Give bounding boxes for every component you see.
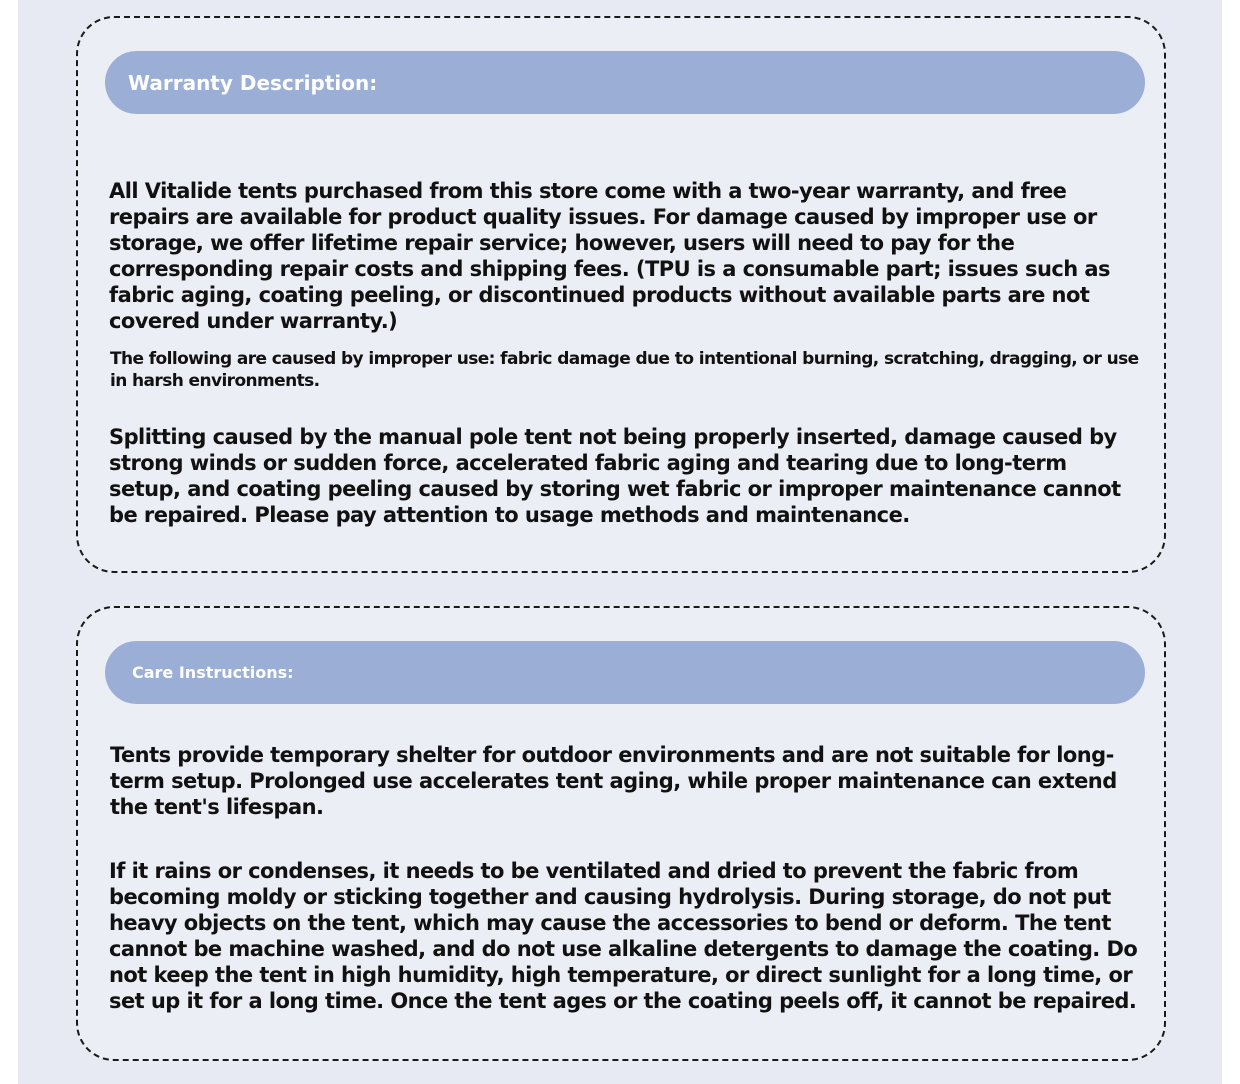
warranty-paragraph-improper-use: The following are caused by improper use: fabric damage due to intentional burning, scratching, dragging, or use in harsh environments. xyxy=(110,349,1139,391)
care-paragraph-maintenance: If it rains or condenses, it needs to be ventilated and dried to prevent the fabric from becoming moldy or sticking together and causing hydrolysis. During storage, do not put heavy objects on the tent, which may cause the accessories to bend or deform. The tent cannot be machine washed, and do not use alkaline detergents to damage the coating. Do not keep the tent in high humidity, high temperature, or direct sunlight for a long time, or set up it for a long time. Once the tent ages or the coating peels off, it cannot be repaired. xyxy=(109,859,1138,1013)
warranty-header: Warranty Description: xyxy=(105,51,1145,114)
care-header: Care Instructions: xyxy=(105,641,1145,704)
care-section xyxy=(76,606,1166,1061)
care-paragraph-temporary-shelter: Tents provide temporary shelter for outdoor environments and are not suitable for long-term setup. Prolonged use accelerates tent aging, while proper maintenance can extend the tent's lifespan. xyxy=(110,743,1117,819)
warranty-paragraph-coverage: All Vitalide tents purchased from this store come with a two-year warranty, and free repairs are available for product quality issues. For damage caused by improper use or storage, we offer lifetime repair service; however, users will need to pay for the corresponding repair costs and shipping fees. (TPU is a consumable part; issues such as fabric aging, coating peeling, or discontinued products without available parts are not covered under warranty.) xyxy=(109,179,1111,333)
warranty-paragraph-not-repairable: Splitting caused by the manual pole tent not being properly inserted, damage caused by strong winds or sudden force, accelerated fabric aging and tearing due to long-term setup, and coating peeling caused by storing wet fabric or improper maintenance cannot be repaired. Please pay attention to usage methods and maintenance. xyxy=(109,425,1121,527)
warranty-section xyxy=(76,16,1166,573)
